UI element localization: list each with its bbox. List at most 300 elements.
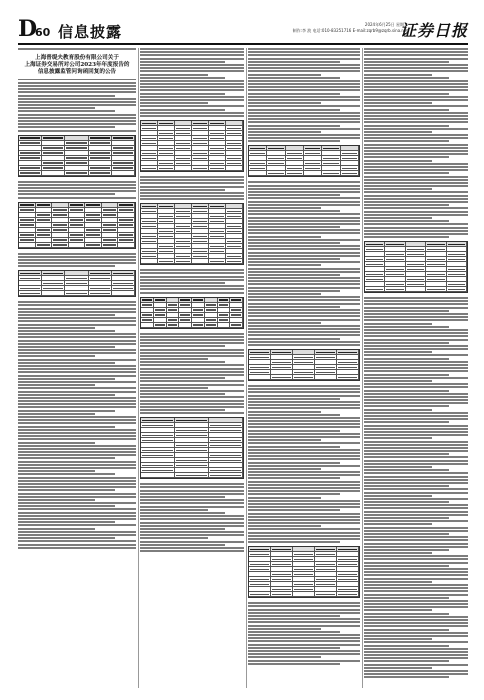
text-line [18,528,95,530]
table-cell [315,375,337,380]
text-line [364,648,468,650]
text-line [248,411,321,413]
text-line [18,352,136,354]
text-line [364,463,468,465]
text-line [364,603,468,605]
table-cell [85,243,102,248]
text-line [364,635,468,637]
text-line [248,484,360,486]
body-text [364,48,468,238]
body-text [18,82,136,132]
data-table [140,120,244,172]
text-line [18,426,115,428]
text-line [248,490,360,492]
table-cell [179,323,192,328]
table-cell [36,243,53,248]
body-text [140,483,244,552]
text-line [18,540,136,542]
text-line [248,631,340,633]
text-line [18,340,136,342]
text-line [18,461,136,463]
text-line [18,91,136,93]
table-cell [286,171,304,176]
text-line [364,109,449,111]
text-line [248,338,340,340]
text-line [18,489,115,491]
section-title: 信息披露 [58,23,123,41]
text-line [18,537,115,539]
text-line [364,51,468,53]
text-line [140,109,225,111]
data-table [248,145,360,177]
text-line [140,518,244,520]
text-line [364,153,468,155]
text-line [248,541,340,543]
text-line [140,403,244,405]
headline-line: 信息披露监管问询函回复的公告 [37,69,117,76]
text-line [364,676,449,678]
text-line [248,118,360,120]
text-line [248,334,360,336]
text-line [248,109,340,111]
text-line [364,562,468,564]
column-divider [246,48,247,688]
text-line [140,358,208,360]
text-line [364,565,449,567]
text-line [364,622,468,624]
text-line [248,277,360,279]
text-line [248,58,360,60]
table-cell [406,287,426,292]
text-line [248,236,321,238]
text-line [248,477,340,479]
text-line [248,303,360,305]
text-line [248,426,360,428]
text-line [364,600,468,602]
text-line [364,182,468,184]
text-line [248,283,360,285]
text-line [18,391,136,393]
text-line [140,483,244,485]
text-line [140,292,244,294]
text-line [364,428,468,430]
table-cell [192,259,209,264]
text-line [364,377,468,379]
table-cell [218,323,231,328]
text-line [248,220,360,222]
text-line [248,439,321,441]
text-line [18,101,136,103]
text-line [364,456,468,458]
text-line [364,319,468,321]
text-line [140,61,225,63]
text-line [364,191,468,193]
text-line [140,396,244,398]
text-line [18,384,95,386]
text-line [364,390,449,392]
text-line [18,265,115,267]
text-line [18,518,136,520]
text-line [364,654,468,656]
text-line [248,647,340,649]
text-line [364,651,468,653]
text-line [364,460,468,462]
text-line [248,650,360,652]
text-line [18,253,136,255]
text-line [140,515,244,517]
text-line [248,223,360,225]
text-line [248,210,340,212]
text-line [364,300,468,302]
text-line [140,361,225,363]
text-line [248,653,360,655]
text-line [364,492,468,494]
text-line [248,287,360,289]
text-line [140,64,244,66]
text-line [140,86,244,88]
text-line [364,552,432,554]
text-line [248,213,360,215]
text-line [18,400,136,402]
text-line [18,365,136,367]
text-line [248,462,340,464]
text-line [364,613,449,615]
text-line [18,477,136,479]
table-cell [249,375,271,380]
text-line [18,438,136,440]
text-line [140,83,244,85]
text-line [364,472,468,474]
table-cell [42,171,65,176]
text-line [248,621,360,623]
table-cell [65,171,88,176]
table-cell [226,166,243,171]
text-line [18,362,115,364]
table-cell [89,171,112,176]
text-line [140,48,244,50]
text-line [248,226,340,228]
text-line [248,93,340,95]
text-line [364,434,468,436]
text-line [248,487,360,489]
text-line [364,105,468,107]
text-line [248,245,360,247]
data-table [364,241,468,293]
text-line [140,412,244,414]
text-line [364,348,468,350]
text-line [364,606,468,608]
column-4 [364,48,468,688]
text-line [18,262,136,264]
text-line [364,214,468,216]
text-line [364,517,449,519]
text-line [248,89,360,91]
text-line [364,74,432,76]
column-divider [138,48,139,688]
text-line [364,498,468,500]
table-cell [447,287,467,292]
text-line [248,532,360,534]
text-line [248,207,321,209]
table-cell [141,473,175,478]
text-line [248,528,360,530]
text-line [248,322,321,324]
text-line [364,230,468,232]
text-line [364,495,432,497]
table-cell [192,323,205,328]
text-line [248,525,321,527]
body-text [364,297,468,678]
table-cell [337,592,359,597]
text-line [248,328,360,330]
divider [18,79,136,80]
table-cell [52,243,69,248]
text-line [140,51,244,53]
text-line [248,96,360,98]
text-line [364,83,468,85]
table-cell [209,473,243,478]
text-line [248,436,360,438]
text-line [140,493,244,495]
table-cell [385,287,405,292]
table-cell [209,259,226,264]
text-line [364,150,468,152]
text-line [364,412,468,414]
table-cell [175,166,192,171]
text-line [18,88,136,90]
table-cell [167,323,180,328]
text-line [140,54,244,56]
text-line [18,493,136,495]
table-cell [112,291,135,296]
text-line [140,89,244,91]
text-line [364,664,468,666]
section-letter: D [18,16,38,42]
text-line [364,310,449,312]
text-line [140,77,225,79]
column-3 [248,48,360,688]
text-line [140,541,244,543]
text-line [248,121,360,123]
data-table [140,297,244,329]
text-line [364,96,468,98]
text-line [364,332,468,334]
text-line [18,457,115,459]
text-line [364,488,468,490]
text-line [140,345,225,347]
text-line [364,578,468,580]
text-line [18,368,136,370]
text-line [364,574,468,576]
text-line [364,374,449,376]
table-cell [42,291,65,296]
table-cell [89,291,112,296]
data-table [140,203,244,265]
text-line [140,499,244,501]
text-line [140,544,225,546]
text-line [364,112,468,114]
text-line [364,431,468,433]
table-cell [141,259,158,264]
text-line [248,618,360,620]
text-line [140,400,244,402]
text-line [364,147,468,149]
text-line [364,444,468,446]
masthead-info [293,22,408,34]
section-number: 60 [35,26,51,39]
column-1 [18,48,136,688]
table-cell [271,592,293,597]
text-line [364,402,468,404]
text-line [18,435,136,437]
masthead [18,18,468,42]
text-line [140,269,244,271]
text-line [18,544,136,546]
text-line [364,555,468,557]
text-line [364,156,449,158]
text-line [364,223,468,225]
text-line [18,107,95,109]
body-text [18,181,136,199]
text-line [18,515,136,517]
body-text [140,269,244,293]
text-line [140,387,208,389]
table-cell [267,171,285,176]
text-line [18,123,136,125]
text-line [18,359,136,361]
text-line [364,594,468,596]
text-line [248,80,360,82]
text-line [364,514,468,516]
text-line [18,422,136,424]
text-line [18,190,136,192]
text-line [140,486,244,488]
text-line [18,95,115,97]
table-cell [304,171,322,176]
text-line [248,452,360,454]
text-line [364,335,468,337]
text-line [140,355,244,357]
text-line [140,67,244,69]
text-line [364,204,449,206]
text-line [140,525,244,527]
data-table [248,349,360,381]
stock-code-line [18,48,136,52]
text-line [364,172,449,174]
text-line [248,217,360,219]
text-line [18,181,136,183]
column-divider [362,48,363,688]
text-line [18,547,136,549]
text-line [18,317,136,319]
text-line [248,258,340,260]
text-line [364,638,432,640]
text-line [364,466,432,468]
text-line [248,474,360,476]
table-cell [69,243,86,248]
text-line [364,351,432,353]
text-line [248,605,360,607]
text-line [364,581,432,583]
body-text [248,385,360,543]
text-line [18,197,136,199]
data-table [140,417,244,479]
text-line [140,182,244,184]
text-line [364,233,468,235]
text-line [18,413,95,415]
table-cell [293,375,315,380]
text-line [18,531,136,533]
text-line [248,535,360,537]
text-line [364,99,468,101]
text-line [248,506,360,508]
text-line [18,508,136,510]
table-cell [315,592,337,597]
text-line [364,217,432,219]
text-line [140,374,244,376]
table-cell [249,171,267,176]
text-line [248,319,360,321]
text-line [18,378,115,380]
text-line [18,410,115,412]
text-line [140,537,208,539]
text-line [248,602,360,604]
text-line [364,418,468,420]
text-line [248,516,360,518]
text-line [18,346,115,348]
text-line [248,252,360,254]
text-line [140,279,244,281]
text-line [364,482,468,484]
text-line [18,496,136,498]
text-line [248,407,360,409]
text-line [248,102,321,104]
text-line [364,201,468,203]
text-line [364,326,449,328]
data-table [18,270,136,297]
text-line [248,509,340,511]
body-text [140,48,244,117]
table-cell [271,375,293,380]
text-line [248,86,360,88]
text-line [18,464,136,466]
text-line [248,433,360,435]
text-line [248,248,360,250]
text-line [364,329,468,331]
text-line [248,134,360,136]
text-line [364,339,468,341]
text-line [248,181,360,183]
text-line [364,179,468,181]
text-line [364,134,468,136]
text-line [140,112,244,114]
text-line [248,54,360,56]
text-line [248,239,360,241]
body-text [18,253,136,268]
table-cell [192,166,209,171]
text-line [18,320,136,322]
text-line [140,371,244,373]
body-text [248,181,360,346]
table-cell [158,166,175,171]
text-line [364,386,468,388]
text-line [140,93,225,95]
text-line [18,256,136,258]
text-line [364,543,468,545]
text-line [18,184,136,186]
text-line [140,80,244,82]
text-line [140,409,225,411]
